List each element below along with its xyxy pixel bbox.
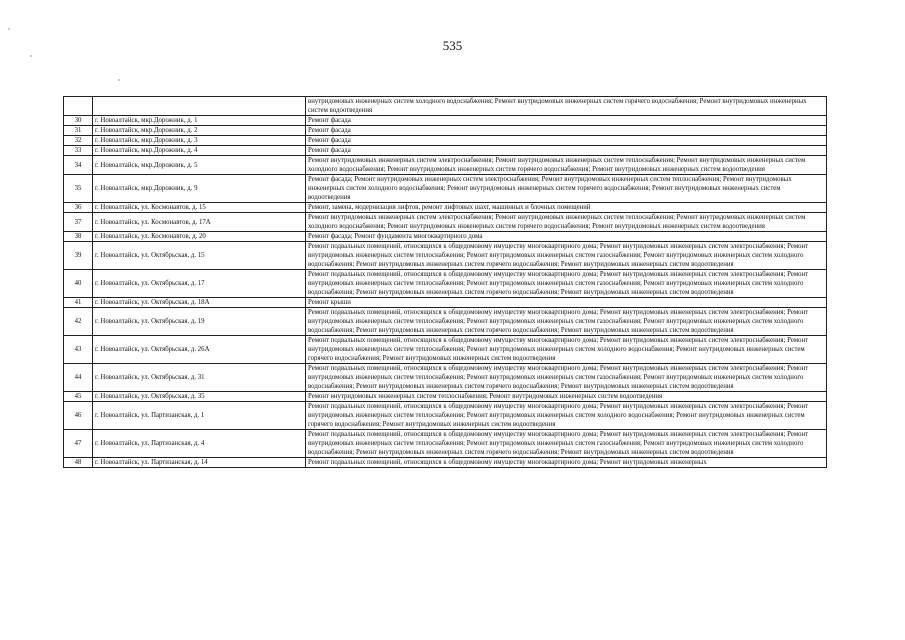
table-row — [64, 156, 827, 175]
row-address: г. Новоалтайск, ул. Партизанская, д. 14 — [93, 458, 306, 468]
row-address: г. Новоалтайск, мкр.Дорожник, д. 9 — [93, 175, 306, 203]
row-number: 44 — [64, 364, 93, 392]
table-row — [64, 175, 827, 203]
row-address: г. Новоалтайск, ул. Октябрьская, д. 19 — [93, 308, 306, 336]
row-work-types: Ремонт фасада — [306, 126, 827, 136]
row-work-types: Ремонт подвальных помещений, относящихся к общедомовому имуществу многоквартирного дома; Ремонт внутридомовых инженерных систем электроснабжения; Ремонт внутридомовых инженерных систем теплоснабжения; Ремонт внутридомовых инженерных систем газоснабжения; Ремонт внутридомовых инженерных систем холодного водоснабжения; Ремонт внутридомовых инженерных систем горячего водоснабжения; Ремонт внутридомовых инженерных систем водоотведения — [306, 270, 827, 298]
table-row — [64, 392, 827, 402]
row-number: 34 — [64, 156, 93, 175]
row-number: 40 — [64, 270, 93, 298]
row-number: 38 — [64, 232, 93, 242]
row-work-types: внутридомовых инженерных систем холодного водоснабжения; Ремонт внутридомовых инженерных систем горячего водоснабжения; Ремонт внутридомовых инженерных систем водоотведения — [306, 97, 827, 116]
row-number: 30 — [64, 116, 93, 126]
row-work-types: Ремонт крыши — [306, 298, 827, 308]
table-row — [64, 430, 827, 458]
row-number: 33 — [64, 146, 93, 156]
table-row — [64, 242, 827, 270]
row-number: 45 — [64, 392, 93, 402]
row-address: г. Новоалтайск, ул. Партизанская, д. 1 — [93, 402, 306, 430]
row-work-types: Ремонт подвальных помещений, относящихся к общедомовому имуществу многоквартирного дома; Ремонт внутридомовых инженерных систем электроснабжения; Ремонт внутридомовых инженерных систем теплоснабжения; Ремонт внутридомовых инженерных систем газоснабжения; Ремонт внутридомовых инженерных систем холодного водоснабжения; Ремонт внутридомовых инженерных систем горячего водоснабжения; Ремонт внутридомовых инженерных систем водоотведения — [306, 242, 827, 270]
page-number: 535 — [442, 38, 463, 53]
table-row — [64, 458, 827, 468]
table-row — [64, 136, 827, 146]
row-number — [64, 97, 93, 116]
scan-speck — [30, 55, 32, 57]
row-work-types: Ремонт внутридомовых инженерных систем электроснабжения; Ремонт внутридомовых инженерных систем теплоснабжения; Ремонт внутридомовых инженерных систем холодного водоснабжения; Ремонт внутридомовых инженерных систем горячего водоснабжения; Ремонт внутридомовых инженерных систем водоотведения — [306, 213, 827, 232]
row-work-types: Ремонт подвальных помещений, относящихся к общедомовому имуществу многоквартирного дома; Ремонт внутридомовых инженерных систем электроснабжения; Ремонт внутридомовых инженерных систем теплоснабжения; Ремонт внутридомовых инженерных систем газоснабжения; Ремонт внутридомовых инженерных систем холодного водоснабжения; Ремонт внутридомовых инженерных систем горячего водоснабжения; Ремонт внутридомовых инженерных систем водоотведения — [306, 364, 827, 392]
row-number: 31 — [64, 126, 93, 136]
row-number: 37 — [64, 213, 93, 232]
row-work-types: Ремонт фасада — [306, 116, 827, 126]
row-work-types: Ремонт, замена, модернизация лифтов, ремонт лифтовых шахт, машинных и блочных помещений — [306, 203, 827, 213]
row-address: г. Новоалтайск, ул. Космонавтов, д. 20 — [93, 232, 306, 242]
row-address: г. Новоалтайск, ул. Октябрьская, д. 15 — [93, 242, 306, 270]
row-number: 32 — [64, 136, 93, 146]
row-work-types: Ремонт внутридомовых инженерных систем теплоснабжения; Ремонт внутридомовых инженерных систем водоотведения — [306, 392, 827, 402]
row-work-types: Ремонт подвальных помещений, относящихся к общедомовому имуществу многоквартирного дома; Ремонт внутридомовых инженерных систем электроснабжения; Ремонт внутридомовых инженерных систем теплоснабжения; Ремонт внутридомовых инженерных систем газоснабжения; Ремонт внутридомовых инженерных систем холодного водоснабжения; Ремонт внутридомовых инженерных систем горячего водоснабжения; Ремонт внутридомовых инженерных систем водоотведения — [306, 430, 827, 458]
table-row — [64, 213, 827, 232]
table-row — [64, 232, 827, 242]
row-address: г. Новоалтайск, мкр.Дорожник, д. 1 — [93, 116, 306, 126]
row-work-types: Ремонт фасада; Ремонт фундамента многоквартирного дома — [306, 232, 827, 242]
row-work-types: Ремонт подвальных помещений, относящихся к общедомовому имуществу многоквартирного дома; Ремонт внутридомовых инженерных систем электроснабжения; Ремонт внутридомовых инженерных систем теплоснабжения; Ремонт внутридомовых инженерных систем холодного водоснабжения; Ремонт внутридомовых инженерных систем горячего водоснабжения; Ремонт внутридомовых инженерных систем водоотведения — [306, 336, 827, 364]
scan-speck — [118, 79, 120, 81]
table-row — [64, 402, 827, 430]
row-address: г. Новоалтайск, ул. Октябрьская, д. 17 — [93, 270, 306, 298]
row-address: г. Новоалтайск, ул. Октябрьская, д. 31 — [93, 364, 306, 392]
row-work-types: Ремонт фасада — [306, 136, 827, 146]
table-row — [64, 203, 827, 213]
row-number: 42 — [64, 308, 93, 336]
repair-schedule-table — [63, 96, 827, 468]
row-number: 35 — [64, 175, 93, 203]
row-address: г. Новоалтайск, ул. Октябрьская, д. 26А — [93, 336, 306, 364]
row-address: г. Новоалтайск, ул. Партизанская, д. 4 — [93, 430, 306, 458]
row-address: г. Новоалтайск, мкр.Дорожник, д. 4 — [93, 146, 306, 156]
row-number: 41 — [64, 298, 93, 308]
row-work-types: Ремонт подвальных помещений, относящихся к общедомовому имуществу многоквартирного дома; Ремонт внутридомовых инженерных систем электроснабжения; Ремонт внутридомовых инженерных систем теплоснабжения; Ремонт внутридомовых инженерных систем газоснабжения; Ремонт внутридомовых инженерных систем холодного водоснабжения; Ремонт внутридомовых инженерных систем горячего водоснабжения; Ремонт внутридомовых инженерных систем водоотведения — [306, 308, 827, 336]
row-address: г. Новоалтайск, мкр.Дорожник, д. 2 — [93, 126, 306, 136]
row-address: г. Новоалтайск, ул. Космонавтов, д. 17А — [93, 213, 306, 232]
table-row — [64, 364, 827, 392]
table-row — [64, 308, 827, 336]
row-number: 48 — [64, 458, 93, 468]
row-work-types: Ремонт подвальных помещений, относящихся к общедомовому имуществу многоквартирного дома; Ремонт внутридомовых инженерных систем электроснабжения; Ремонт внутридомовых инженерных систем теплоснабжения; Ремонт внутридомовых инженерных систем холодного водоснабжения; Ремонт внутридомовых инженерных систем горячего водоснабжения; Ремонт внутридомовых инженерных систем водоотведения — [306, 402, 827, 430]
row-number: 43 — [64, 336, 93, 364]
row-address: г. Новоалтайск, ул. Космонавтов, д. 15 — [93, 203, 306, 213]
table-row — [64, 298, 827, 308]
table-row — [64, 97, 827, 116]
row-number: 39 — [64, 242, 93, 270]
row-work-types: Ремонт подвальных помещений, относящихся к общедомовому имуществу многоквартирного дома; Ремонт внутридомовых инженерных — [306, 458, 827, 468]
row-address: г. Новоалтайск, мкр.Дорожник, д. 5 — [93, 156, 306, 175]
row-address — [93, 97, 306, 116]
row-work-types: Ремонт внутридомовых инженерных систем электроснабжения; Ремонт внутридомовых инженерных систем теплоснабжения; Ремонт внутридомовых инженерных систем холодного водоснабжения; Ремонт внутридомовых инженерных систем горячего водоснабжения; Ремонт внутридомовых инженерных систем водоотведения — [306, 156, 827, 175]
row-number: 36 — [64, 203, 93, 213]
table-body — [64, 97, 827, 468]
row-number: 47 — [64, 430, 93, 458]
scan-speck — [8, 28, 10, 30]
row-address: г. Новоалтайск, ул. Октябрьская, д. 18А — [93, 298, 306, 308]
table-row — [64, 270, 827, 298]
row-number: 46 — [64, 402, 93, 430]
row-work-types: Ремонт фасада — [306, 146, 827, 156]
table-row — [64, 336, 827, 364]
table-row — [64, 116, 827, 126]
row-work-types: Ремонт фасада; Ремонт внутридомовых инженерных систем электроснабжения; Ремонт внутридомовых инженерных систем теплоснабжения; Ремонт внутридомовых инженерных систем холодного водоснабжения; Ремонт внутридомовых инженерных систем горячего водоснабжения; Ремонт внутридомовых инженерных систем водоотведения — [306, 175, 827, 203]
row-address: г. Новоалтайск, ул. Октябрьская, д. 35 — [93, 392, 306, 402]
table-row — [64, 146, 827, 156]
row-address: г. Новоалтайск, мкр.Дорожник, д. 3 — [93, 136, 306, 146]
table-row — [64, 126, 827, 136]
